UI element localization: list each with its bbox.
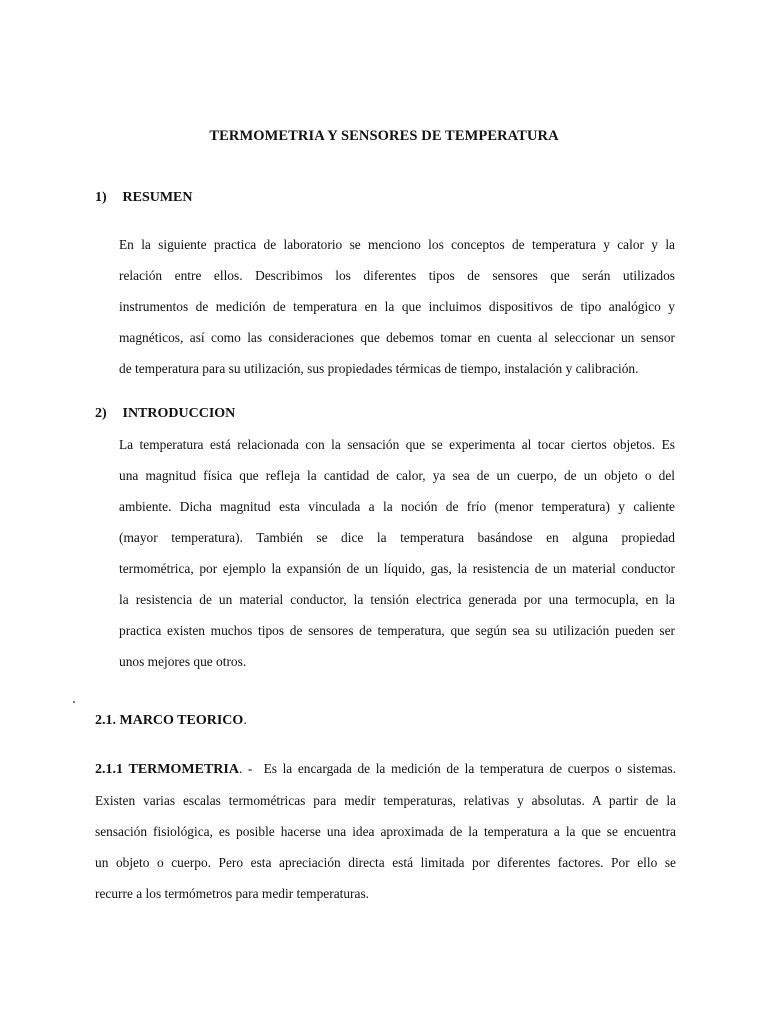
section-title: RESUMEN <box>122 190 193 205</box>
subsection-title: 2.1.1 TERMOMETRIA <box>95 762 239 777</box>
section-number: 1) <box>95 190 107 205</box>
section-heading-resumen <box>95 190 193 206</box>
paragraph-line: instrumentos de medición de temperatura en la que incluimos dispositivos de tipo analógico y <box>119 299 675 314</box>
termometria-paragraph <box>95 753 676 909</box>
paragraph-line: En la siguiente practica de laboratorio se menciono los conceptos de temperatura y calor y la <box>119 237 675 252</box>
paragraph-line: de temperatura para su utilización, sus propiedades térmicas de tiempo, instalación y calibración. <box>119 361 639 376</box>
paragraph-line: sensación fisiológica, es posible hacerse una idea aproximada de la temperatura a la que se encuentra <box>95 824 676 839</box>
first-line-text: Es la encargada de la medición de la temperatura de cuerpos o sistemas. <box>263 761 676 776</box>
paragraph-line: una magnitud física que refleja la cantidad de calor, ya sea de un cuerpo, de un objeto o del <box>119 468 675 483</box>
heading-period: . <box>243 713 247 728</box>
paragraph-line: la resistencia de un material conductor, la tensión electrica generada por una termocupla, en la <box>119 592 675 607</box>
paragraph-line: unos mejores que otros. <box>119 654 247 669</box>
section-title: 2.1. MARCO TEORICO <box>95 713 244 728</box>
introduccion-paragraph <box>119 429 675 677</box>
paragraph-line: (mayor temperatura). También se dice la temperatura basándose en alguna propiedad <box>119 530 675 545</box>
section-heading-marco-teorico <box>95 713 247 729</box>
paragraph-line: ambiente. Dicha magnitud esta vinculada a la noción de frío (menor temperatura) y caliente <box>119 499 675 514</box>
section-number: 2) <box>95 406 107 421</box>
separator: . - <box>238 761 264 776</box>
paragraph-line: termométrica, por ejemplo la expansión de un líquido, gas, la resistencia de un material conductor <box>119 561 675 576</box>
paragraph-line: Existen varias escalas termométricas para medir temperaturas, relativas y absolutas. A partir de la <box>95 793 676 808</box>
document-title: TERMOMETRIA Y SENSORES DE TEMPERATURA <box>209 128 559 144</box>
section-title: INTRODUCCION <box>122 406 236 421</box>
paragraph-line: La temperatura está relacionada con la sensación que se experimenta al tocar ciertos objetos. Es <box>119 437 675 452</box>
resumen-paragraph <box>119 229 675 384</box>
paragraph-line: magnéticos, así como las consideraciones que debemos tomar en cuenta al seleccionar un sensor <box>119 330 675 345</box>
paragraph-line: relación entre ellos. Describimos los diferentes tipos de sensores que serán utilizados <box>119 268 675 283</box>
section-heading-introduccion <box>95 406 235 422</box>
paragraph-line: recurre a los termómetros para medir temperaturas. <box>95 886 370 901</box>
paragraph-line: practica existen muchos tipos de sensores de temperatura, que según sea su utilización pueden ser <box>119 623 675 638</box>
stray-mark <box>73 701 75 703</box>
paragraph-line: un objeto o cuerpo. Pero esta apreciación directa está limitada por diferentes factores. Por ello se <box>95 855 676 870</box>
paragraph-line-first <box>95 753 676 785</box>
